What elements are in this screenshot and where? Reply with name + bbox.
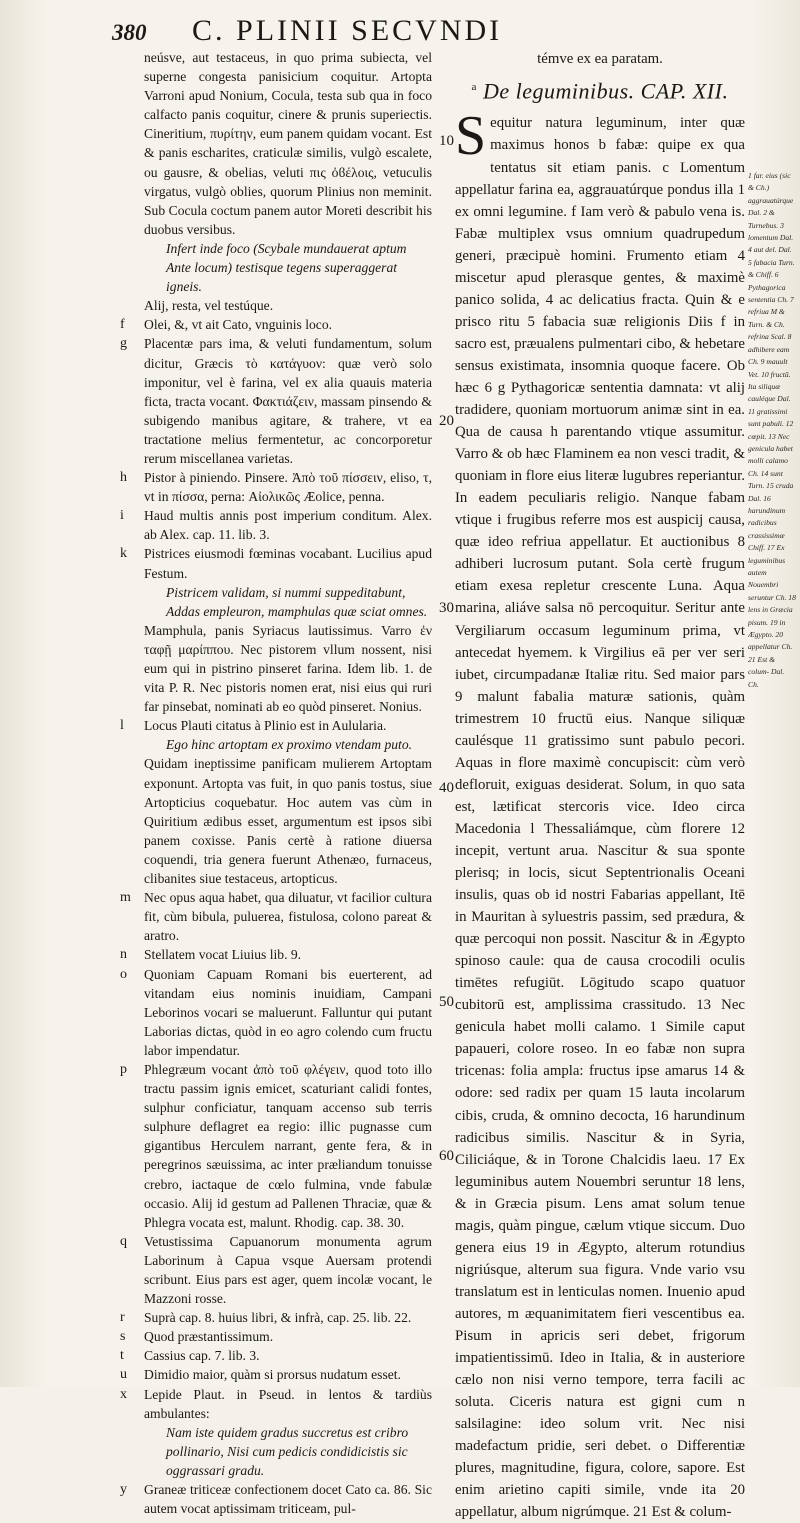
note-key: g bbox=[120, 336, 127, 352]
commentary-note bbox=[122, 1060, 432, 1232]
chapter-note-marker: a bbox=[471, 81, 477, 94]
note-key: o bbox=[120, 966, 127, 982]
note-text: Haud multis annis post imperium conditum. Alex. ab Alex. cap. 11. lib. 3. bbox=[144, 508, 432, 543]
note-text: Stellatem vocat Liuius lib. 9. bbox=[144, 947, 302, 963]
note-text: Alij, resta, vel testúque. bbox=[144, 298, 274, 314]
note-text: Quidam ineptissime panificam mulierem Artoptam exponunt. Artopta vas fuit, in quo panis tostus, siue Artopticius coquebatur. Hoc autem vas cùm in Quiritium ædibus esset, argumentum est ipsos sibi panem coxisse. Panis certè à ratione diuersa coquendi, tria genera fuerunt Athenæo, furnaceus, clibanites siue testaceus, artopticus. bbox=[144, 756, 432, 887]
running-title: C. PLINII SECVNDI bbox=[192, 14, 503, 47]
chapter-body bbox=[455, 105, 745, 1523]
chapter-title: De leguminibus. CAP. XII. bbox=[482, 78, 729, 104]
line-number: 40 bbox=[439, 780, 454, 796]
note-key: k bbox=[120, 546, 127, 562]
note-key: n bbox=[120, 947, 127, 963]
quoted-verse: Infert inde foco (Scybale mundauerat aptum Ante locum) testisque tegens superaggerat igneis. bbox=[166, 240, 407, 295]
commentary-note bbox=[122, 296, 432, 315]
note-text: Nec opus aqua habet, qua diluatur, vt facilior cultura fit, cùm bibula, puluerea, fistulosa, colono pareat & aratro. bbox=[144, 890, 432, 944]
note-key: s bbox=[120, 1329, 126, 1345]
commentary-note bbox=[122, 1232, 432, 1308]
drop-capital: S bbox=[455, 105, 487, 168]
body-text: equitur natura leguminum, inter quæ maximus honos b fabæ: quipe ex qua tentatus sit etiam panis. c Lomentum appellatur farina ea, aggrauatúrque pondus illa 1 ex omni legumine. f Iam verò & pabulo vena is. Fabæ multiplex vsus omnium quadrupedum generi, præcipuè homini. Frumento etiam 4 miscetur apud plerasque gentes, & maximè panico solida, 4 ac delicatius fracta. Quin & e prisco ritu 5 fabacia suæ religionis Diis f in sacro est, præualens pulmentari cibo, & hebetare sensus existimata, insomnia quoque facere. Ob hæc 6 g Pythagoricæ sententia damnata: vt alij tradidere, quoniam mortuorum animæ sint in ea. Qua de causa h parentando vtique assumitur. Varro & ob hæc Flaminem ea non vesci tradit, & quoniam in flore eius literæ lugubres reperiantur. In eadem peculiaris religio. Nanque fabam vtique i frugibus referre mos est auspicij causa, quæ ideo refriua appellatur. Et auctionibus 8 adhiberi lucrosum putant. Sola certè frugum etiam exesa repletur crescente Luna. Aqua marina, aliáve salsa nō percoquitur. Seritur ante Vergiliarum occasum leguminum prima, vt antecedat hyemem. k Virgilius eā per ver seri iubet, circumpadanæ Italiæ ritu. Sed maior pars 9 malunt fabalia maturæ sationis, quàm trimestrem 10 fructū eius. Nanque siliquæ caulésque 11 gratissimo sunt pabulo pecori. Aquas in flore maximè concupiscit: cùm verò defloruit, exiguas desiderat. Solum, in quo sata est, lætificat stercoris vice. Ideo circa Macedonia l Thessaliámque, cùm florere 12 incepit, vertunt arua. Nascitur & sua sponte plerisq; in locis, sicut Septentrionalis Oceani insulis, quas ob id nostri Fabarias appellant, Itē in Mauritan à syluestris passim, sed prædura, & quæ percoqui non possit. Nascitur & in Ægypto spinoso caule: qua de causa crocodili oculis timētes refugiūt. Lōgitudo scapo quatuor cubitorū est, amplissima crassitudo. 13 Nec genicula habet molli calamo. 1 Simile caput papaueri, colore roseo. In eo fabæ non supra tricenas: folia ampla: fructus ipse amarus 14 & odore: sed radix per quam 15 lauta incolarum cibis, cruda, & omnino decocta, 16 harundinum radicibus similis. Nascitur & in Syria, Ciliciáque, & in Torone Chalcidis laeu. 17 Ex leguminibus autem Nouembri seruntur 18 lens, & in Græcia pisum. Lens amat solum tenue magis, quàm pingue, cælum vtique siccum. Duo genera eius 19 in Ægypto, alterum rotundius nigriúsque, alterum sua figura. Vnde vario vsu translatum est in lenticulas nomen. Inuenio apud autores, m æquanimitatem fieri vescentibus ea. Pisum in apricis seri debet, frigorum impatientissimū. Ideo in Italia, & in austeriore cælo non nisi verno tempore, terra facili ac soluta. Ciceris natura est gigni cum n salsilagine: ideo solum vrit. Nec nisi madefactum pridie, seri debet. o Differentiæ plures, magnitudine, figura, colore, sapore. Est enim arietino capiti simile, vnde ita 20 appellatur, album nigrúmque. 21 Est & colum- bbox=[455, 115, 745, 1521]
commentary-note bbox=[122, 1308, 432, 1327]
note-key: l bbox=[120, 718, 124, 734]
commentary-note bbox=[122, 621, 432, 716]
note-text: Locus Plauti citatus à Plinio est in Aulularia. bbox=[144, 718, 387, 734]
commentary-note bbox=[122, 506, 432, 544]
line-number: 20 bbox=[439, 413, 454, 429]
commentary-column bbox=[120, 48, 432, 1517]
commentary-note bbox=[122, 1327, 432, 1346]
note-key: f bbox=[120, 317, 125, 333]
commentary-note bbox=[122, 1385, 432, 1423]
note-key: t bbox=[120, 1348, 124, 1364]
note-text: Lepide Plaut. in Pseud. in lentos & tardiùs ambulantes: bbox=[144, 1386, 432, 1421]
note-text: Olei, &, vt ait Cato, vnguinis loco. bbox=[144, 317, 333, 333]
note-key: q bbox=[120, 1233, 127, 1249]
quoted-verse: Ego hinc artoptam ex proximo vtendam puto. bbox=[166, 737, 413, 753]
note-text: Pistrices eiusmodi fœminas vocabant. Lucilius apud Festum. bbox=[144, 546, 432, 581]
note-text: Mamphula, panis Syriacus lautissimus. Varro ἐν ταφῇ μαρίππου. Nec pistorem vllum nossent, nisi eum qui in pistrino pinseret farina. Idem lib. 1. de vita P. R. Nec pistoris nomen erat, nisi eius qui ruri far pinsebat, nominati ab eo quòd pinseret. Nonius. bbox=[144, 622, 432, 715]
commentary-note bbox=[122, 1365, 432, 1384]
note-text: Suprà cap. 8. huius libri, & infrà, cap. 25. lib. 22. bbox=[144, 1310, 412, 1326]
note-key: h bbox=[120, 470, 127, 486]
note-key: p bbox=[120, 1061, 127, 1077]
quoted-verse: Nam iste quidem gradus succretus est cribro pollinario, Nisi cum pedicis condidicistis sic oggrassari gradu. bbox=[166, 1424, 409, 1478]
note-key: y bbox=[120, 1482, 127, 1498]
note-key: u bbox=[120, 1367, 127, 1383]
note-key: x bbox=[120, 1386, 127, 1402]
main-text-column bbox=[455, 48, 745, 1521]
note-text: Phlegræum vocant ἀπὸ τοῦ φλέγειν, quod toto illo tractu passim ignis emicet, scaturiant calidi fontes, sulphur conficiatur, tanquam accenso sub terris sulphure deflagret ea regio: illic pugnasse cum gigantibus Herculem narrant, gente fera, & in peregrinos sæuissima, ac inter præliandum tonuisse crebro, iactaque de cœlo fulmina, vnde fabulæ occasio. Alij id gestum ad Pallenen Thraciæ, quæ & Phlegra vocata est, malunt. Rhodig. cap. 38. 30. bbox=[144, 1061, 432, 1230]
note-text: neúsve, aut testaceus, in quo prima subiecta, vel superne congesta panisicium coquitur. Artopta Varroni apud Nonium, Cocula, testa sub qua in foco calfacto panis coquitur, cinere & prunis superiectis. Cineritium, πυρίτην, eum panem quidam vocant. Est & panis escharites, craticulæ similis, vulgò escalete, ou gausre, & obelias, veluti πις ὀϐέλοις, vetuculis virgatus, vulgò oblies, quorum Plinius non meminit. Sub Cocula coctum panem autor Moreti describit his duobus versibus. bbox=[144, 50, 432, 237]
commentary-note bbox=[122, 315, 432, 334]
commentary-note bbox=[122, 48, 432, 239]
commentary-note bbox=[122, 716, 432, 735]
note-key: m bbox=[120, 890, 131, 906]
note-text: Vetustissima Capuanorum monumenta agrum Laborinum à Capua vsque Auersam protendi scribunt. Eius pars est ager, quem incolæ vocant, le Mazzoni rosse. bbox=[144, 1233, 432, 1307]
note-text: Quoniam Capuam Romani bis euerterent, ad vitandam eius nominis inuidiam, Campani Leborinos vocari se maluerunt. Falluntur qui putant Laborias dictas, quòd in eo agro colendo cum fructu labor impendatur. bbox=[144, 966, 432, 1058]
line-number: 50 bbox=[439, 994, 454, 1010]
commentary-note bbox=[122, 1346, 432, 1365]
note-key: i bbox=[120, 508, 124, 524]
line-number: 60 bbox=[439, 1148, 454, 1164]
commentary-note bbox=[122, 468, 432, 506]
note-text: Pistor à piniendo. Pinsere. Ἀπὸ τοῦ πίσσειν, eliso, τ, vt in πίσσα, perna: Αἰολικῶς Æolice, penna. bbox=[144, 470, 432, 505]
margin-notes: 1 far. eius (sic & Ch.) aggrauatúrque Dal. 2 & Turnebus. 3 lomentum Dal. 4 aut del. Dal. 5 fabacia Turn. & Chiff. 6 Pythagorica sententia Ch. 7 refriua M & Turn. & Ch. refrina Scal. 8 adhibere eam Ch. 9 mauult Vet. 10 fructū. Ita siliquæ cauléque Dal. 11 gratissimi sunt pabuli. 12 cœpit. 13 Nec genicula habet molli calamo Ch. 14 sunt Turn. 15 cruda Dal. 16 harundinum radicibus crassissimæ Chiff. 17 Ex leguminibus autem Nouembri seruntur Ch. 18 lens in Græcia pisum. 19 in Ægypto. 20 appellatur Ch. 21 Est & colum- Dal. Ch. bbox=[748, 171, 796, 689]
commentary-note bbox=[122, 965, 432, 1060]
note-text: Dimidio maior, quàm si prorsus nudatum esset. bbox=[144, 1367, 401, 1383]
commentary-note bbox=[122, 1480, 432, 1518]
commentary-note bbox=[122, 544, 432, 582]
commentary-note bbox=[122, 888, 432, 945]
note-text: Quod præstantissimum. bbox=[144, 1329, 274, 1345]
note-text: Placentæ pars ima, & veluti fundamentum, solum dicitur, Græcis τὸ κατάγυον: quæ verò solo imponitur, vel è farina, vel ex alia quauis materia ficta, tracta vocant. Φακτιάζειν, massam pinsendo & subigendo manibus agitare, & trahere, vt ea tractatione melius fermentetur, ac concorporetur rerum miscellanea varietas. bbox=[144, 336, 432, 466]
continuation-line: témve ex ea paratam. bbox=[537, 51, 663, 67]
quoted-verse: Pistricem validam, si nummi suppeditabunt, Addas empleuron, mamphulas quæ sciat omnes. bbox=[166, 584, 428, 619]
chapter-heading bbox=[455, 76, 745, 102]
note-text: Graneæ triticeæ confectionem docet Cato ca. 86. Sic autem vocat aptissimam triticeam, pul- bbox=[144, 1482, 432, 1517]
page-number: 380 bbox=[112, 20, 147, 45]
commentary-note bbox=[122, 945, 432, 964]
commentary-note bbox=[122, 334, 432, 468]
commentary-note bbox=[122, 754, 432, 888]
line-number: 10 bbox=[439, 133, 454, 149]
note-key: r bbox=[120, 1310, 125, 1326]
note-text: Cassius cap. 7. lib. 3. bbox=[144, 1348, 260, 1364]
line-number: 30 bbox=[439, 600, 454, 616]
